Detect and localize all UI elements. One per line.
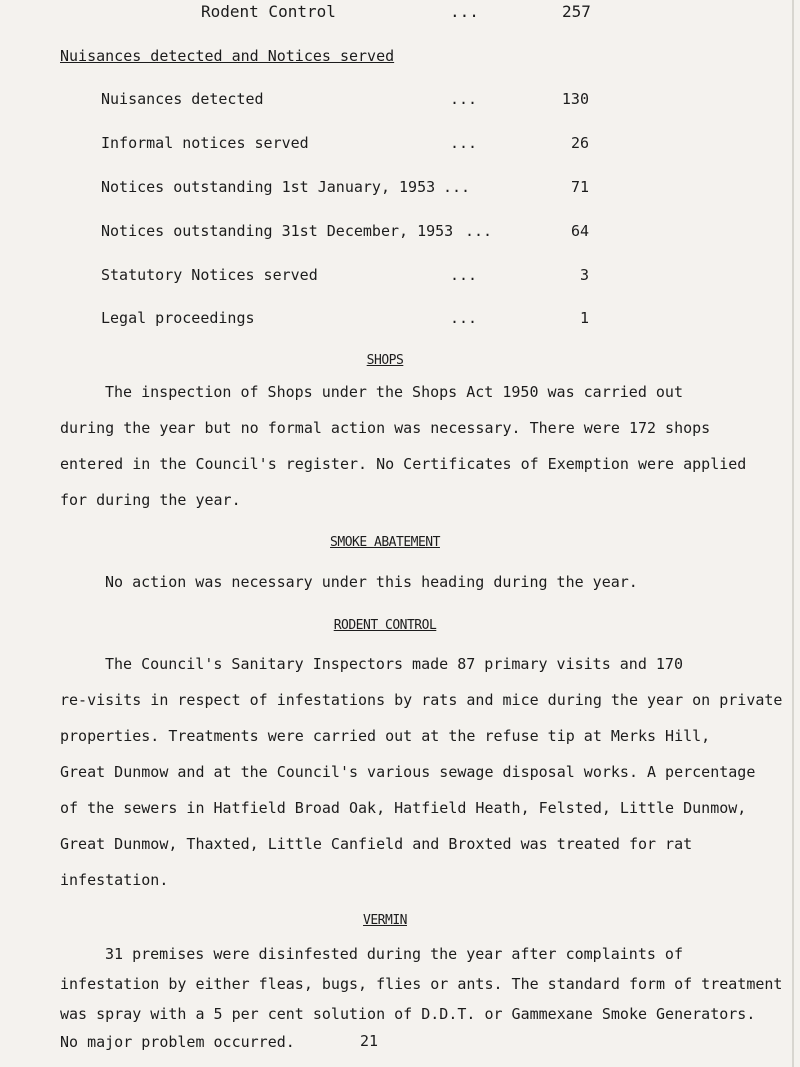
- row-dots: ...: [450, 266, 478, 284]
- row-dots: ...: [450, 309, 478, 327]
- paragraph-line: during the year but no formal action was necessary. There were 172 shops: [60, 419, 711, 437]
- paragraph-line: entered in the Council's register. No Certificates of Exemption were applied: [60, 455, 747, 473]
- row-label: Nuisances detected: [101, 90, 264, 108]
- paragraph-line: re-visits in respect of infestations by rats and mice during the year on private: [60, 691, 783, 709]
- paragraph-line: for during the year.: [60, 491, 241, 509]
- row-label: Informal notices served: [101, 134, 309, 152]
- shops-paragraph: [60, 374, 760, 518]
- row-value: 1: [579, 309, 589, 327]
- smoke-abatement-heading: SMOKE ABATEMENT: [330, 535, 440, 550]
- footer-page-number: 21: [360, 1032, 379, 1050]
- paragraph-line: of the sewers in Hatfield Broad Oak, Hatfield Heath, Felsted, Little Dunmow,: [60, 799, 747, 817]
- row-label: Legal proceedings: [101, 309, 255, 327]
- nuisances-heading: Nuisances detected and Notices served: [60, 47, 395, 65]
- row-label: Notices outstanding 31st December, 1953: [101, 222, 454, 240]
- paragraph-line: The inspection of Shops under the Shops Act 1950 was carried out: [105, 383, 683, 401]
- shops-heading: SHOPS: [366, 353, 404, 368]
- row-dots: ...: [465, 222, 493, 240]
- row-value: 26: [570, 134, 589, 152]
- row-dots: ...: [450, 134, 478, 152]
- smoke-paragraph: [60, 564, 760, 600]
- rodent-control-heading: RODENT CONTROL: [333, 618, 437, 633]
- header-dots: ...: [450, 2, 479, 21]
- paragraph-line: No major problem occurred.: [60, 1033, 295, 1051]
- header-page-number: 257: [562, 2, 591, 21]
- paragraph-line: The Council's Sanitary Inspectors made 87 primary visits and 170: [105, 655, 683, 673]
- row-label: Notices outstanding 1st January, 1953: [101, 178, 436, 196]
- paragraph-line: 31 premises were disinfested during the year after complaints of: [105, 945, 683, 963]
- paragraph-line: properties. Treatments were carried out at the refuse tip at Merks Hill,: [60, 727, 711, 745]
- rodent-paragraph: [60, 646, 783, 898]
- row-value: 3: [579, 266, 589, 284]
- paragraph-line: infestation.: [60, 871, 169, 889]
- row-dots: ...: [443, 178, 471, 196]
- header-title: Rodent Control: [201, 2, 336, 21]
- row-dots: ...: [450, 90, 478, 108]
- row-value: 64: [570, 222, 589, 240]
- page-edge-shadow: [792, 0, 794, 1067]
- row-label: Statutory Notices served: [101, 266, 318, 284]
- paragraph-line: No action was necessary under this heading during the year.: [105, 573, 638, 591]
- row-value: 71: [570, 178, 589, 196]
- row-value: 130: [561, 90, 589, 108]
- vermin-heading: VERMIN: [363, 913, 407, 928]
- paragraph-line: was spray with a 5 per cent solution of D.D.T. or Gammexane Smoke Generators.: [60, 1005, 756, 1023]
- paragraph-line: infestation by either fleas, bugs, flies or ants. The standard form of treatment: [60, 975, 783, 993]
- paragraph-line: Great Dunmow, Thaxted, Little Canfield and Broxted was treated for rat: [60, 835, 693, 853]
- paragraph-line: Great Dunmow and at the Council's various sewage disposal works. A percentage: [60, 763, 756, 781]
- vermin-paragraph: [60, 939, 783, 1055]
